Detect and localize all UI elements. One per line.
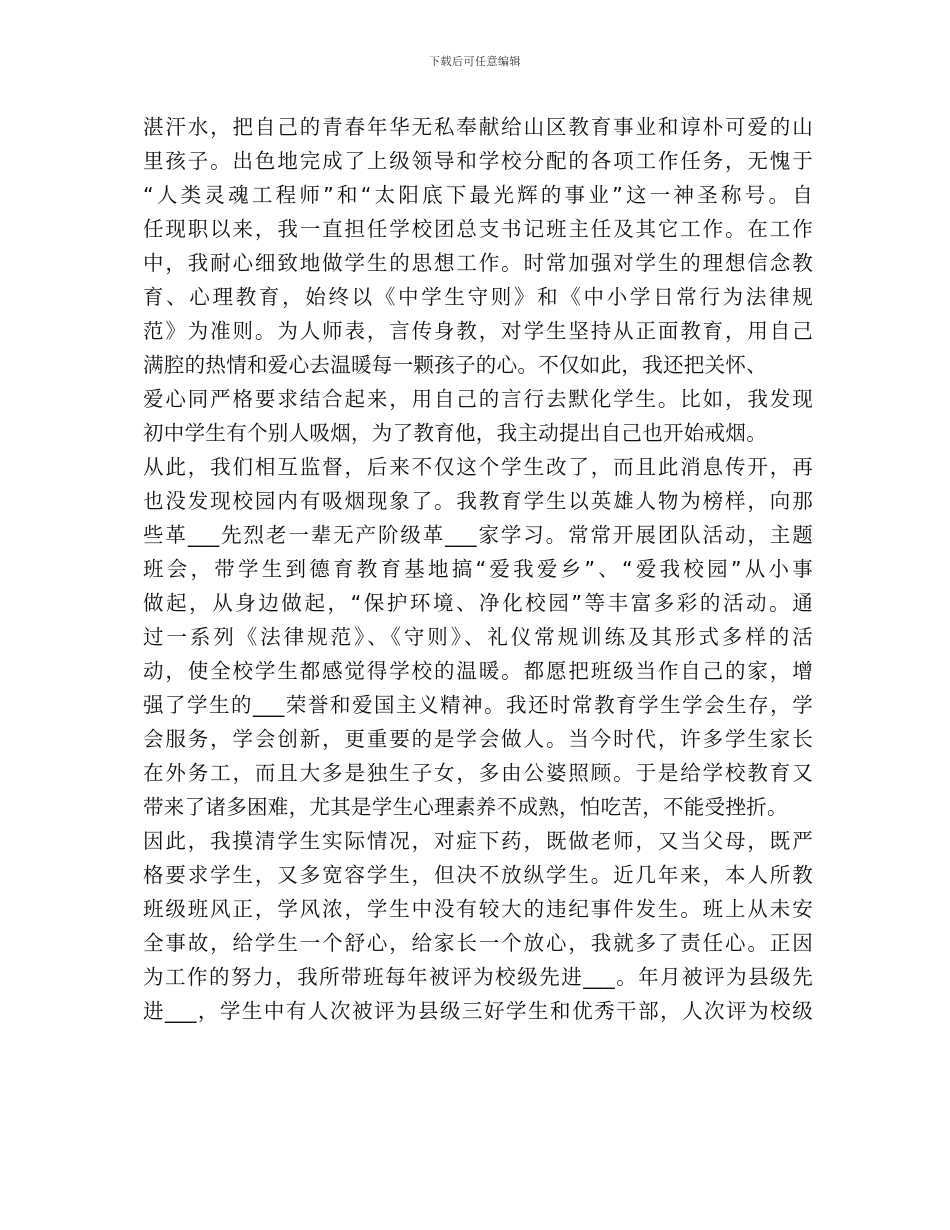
text-line: 中，我耐心细致地做学生的思想工作。时常加强对学生的理想信念教 — [143, 251, 813, 275]
text-line: 湛汗水，把自己的青春年华无私奉献给山区教育事业和谆朴可爱的山 — [143, 115, 813, 139]
text-line: 初中学生有个别人吸烟，为了教育他，我主动提出自己也开始戒烟。 — [143, 421, 767, 445]
text-line: 为工作的努力，我所带班每年被评为校级先进___。年月被评为县级先 — [143, 965, 813, 989]
body-text — [143, 110, 813, 1028]
text-line: 全事故，给学生一个舒心，给家长一个放心，我就多了责任心。正因 — [143, 931, 813, 955]
text-line: 育、心理教育，始终以《中学生守则》和《中小学日常行为法律规 — [143, 285, 813, 309]
text-line: 任现职以来，我一直担任学校团总支书记班主任及其它工作。在工作 — [143, 217, 813, 241]
text-line: 在外务工，而且大多是独生子女，多由公婆照顾。于是给学校教育又 — [143, 761, 813, 785]
text-line: 因此，我摸清学生实际情况，对症下药，既做老师，又当父母，既严 — [143, 829, 813, 853]
text-line: 些革___先烈老一辈无产阶级革___家学习。常常开展团队活动，主题 — [143, 523, 813, 547]
text-line: 进___，学生中有人次被评为县级三好学生和优秀干部，人次评为校级 — [143, 999, 813, 1023]
text-line: 里孩子。出色地完成了上级领导和学校分配的各项工作任务，无愧于 — [143, 149, 813, 173]
text-line: 过一系列《法律规范》、《守则》、礼仪常规训练及其形式多样的活 — [143, 625, 813, 649]
text-line: 班会，带学生到德育教育基地搞“爱我爱乡”、“爱我校园”从小事 — [143, 557, 813, 581]
text-line: 范》为准则。为人师表，言传身教，对学生坚持从正面教育，用自己 — [143, 319, 813, 343]
text-line: 也没发现校园内有吸烟现象了。我教育学生以英雄人物为榜样，向那 — [143, 489, 813, 513]
text-line: 会服务，学会创新，更重要的是学会做人。当今时代，许多学生家长 — [143, 727, 813, 751]
text-line: 班级班风正，学风浓，学生中没有较大的违纪事件发生。班上从未安 — [143, 897, 813, 921]
text-line: “人类灵魂工程师”和“太阳底下最光辉的事业”这一神圣称号。自 — [143, 183, 813, 207]
text-line: 强了学生的___荣誉和爱国主义精神。我还时常教育学生学会生存，学 — [143, 693, 813, 717]
text-line: 动，使全校学生都感觉得学校的温暖。都愿把班级当作自己的家，增 — [143, 659, 813, 683]
page-header: 下载后可任意编辑 — [429, 55, 521, 68]
text-line: 做起，从身边做起，“保护环境、净化校园”等丰富多彩的活动。通 — [143, 591, 813, 615]
text-line: 满腔的热情和爱心去温暖每一颗孩子的心。不仅如此，我还把关怀、 — [143, 353, 767, 377]
text-line: 带来了诸多困难，尤其是学生心理素养不成熟，怕吃苦，不能受挫折。 — [143, 795, 788, 819]
text-line: 从此，我们相互监督，后来不仅这个学生改了，而且此消息传开，再 — [143, 455, 813, 479]
text-line: 格要求学生，又多宽容学生，但决不放纵学生。近几年来，本人所教 — [143, 863, 813, 887]
text-line: 爱心同严格要求结合起来，用自己的言行去默化学生。比如，我发现 — [143, 387, 813, 411]
